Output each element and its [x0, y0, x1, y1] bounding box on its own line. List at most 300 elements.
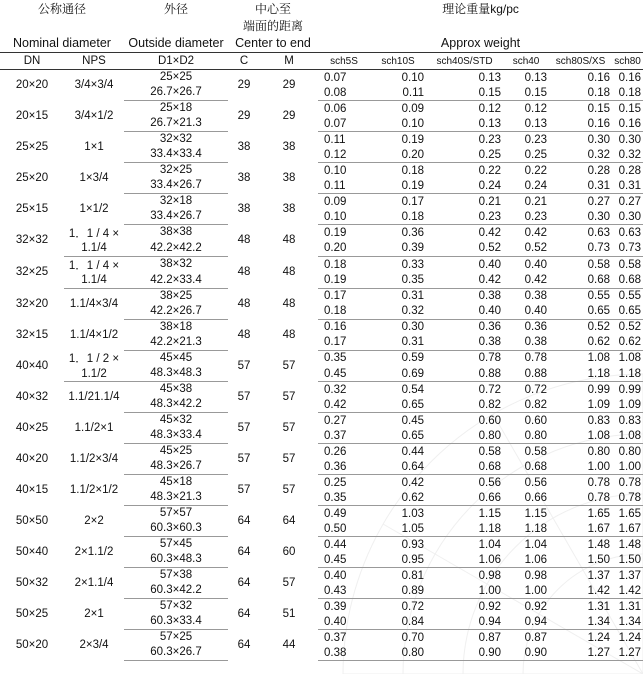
weight-cell: 0.98 [524, 569, 548, 582]
weight-cell: 0.42 [318, 397, 370, 413]
weight-cell: 0.37 [318, 428, 370, 444]
nps-cell: 1.1/21.1/4 [68, 391, 120, 404]
od-cell: 60.3×42.2 [124, 583, 228, 599]
weight-cell: 0.68 [503, 459, 549, 475]
weight-cell: 0.28 [587, 164, 611, 177]
weight-cell: 0.81 [401, 569, 425, 582]
weight-cell: 1.18 [426, 521, 503, 537]
weight-cell: 0.25 [503, 147, 549, 163]
weight-cell: 0.23 [524, 133, 548, 146]
dn-cell: 32×15 [15, 328, 49, 341]
table-row [0, 630, 643, 646]
nps-cell: 1.1/2×1/2 [69, 484, 119, 496]
table-row [0, 101, 643, 117]
weight-cell: 0.56 [478, 476, 502, 489]
weight-cell: 0.68 [612, 273, 643, 289]
weight-cell: 1.08 [612, 428, 643, 444]
weight-cell: 0.15 [503, 85, 549, 101]
weight-cell: 0.89 [370, 583, 426, 599]
outside-diameter-en: Outside diameter [128, 36, 224, 50]
weight-cell: 0.66 [426, 490, 503, 506]
col-dn: DN [0, 53, 64, 70]
weight-cell: 0.37 [324, 631, 347, 644]
od-cell: 48.3×42.2 [124, 397, 228, 413]
weight-cell: 0.16 [324, 321, 347, 333]
weight-cell: 0.35 [370, 273, 426, 289]
weight-cell: 0.93 [401, 538, 425, 551]
od-cell: 45×18 [159, 476, 193, 488]
dn-cell: 50×50 [15, 515, 49, 527]
weight-cell: 0.62 [612, 335, 643, 351]
c-cell: 57 [237, 453, 251, 465]
weight-cell: 0.58 [524, 445, 548, 458]
weight-cell: 0.44 [324, 538, 347, 551]
m-cell: 57 [282, 391, 296, 403]
nps-cell: 2×3/4 [79, 639, 109, 651]
weight-cell: 1.37 [587, 569, 611, 582]
weight-cell: 0.36 [318, 459, 370, 475]
table-row [0, 194, 643, 210]
weight-cell: 0.18 [612, 85, 643, 101]
weight-cell: 0.73 [612, 241, 643, 257]
nps-cell: 1.1/2×1 [74, 422, 114, 434]
weight-cell: 0.52 [426, 241, 503, 257]
weight-cell: 0.68 [426, 459, 503, 475]
col-sch5s: sch5S [318, 53, 370, 70]
weight-cell: 0.31 [370, 335, 426, 351]
weight-cell: 0.30 [401, 321, 425, 333]
weight-cell: 0.80 [587, 445, 611, 458]
c-cell: 29 [237, 79, 251, 92]
weight-cell: 1.31 [587, 600, 611, 613]
weight-cell: 1.42 [549, 583, 612, 599]
weight-cell: 0.49 [324, 507, 347, 520]
weight-cell: 0.69 [370, 366, 426, 382]
col-sch80: sch80 [612, 53, 643, 70]
weight-cell: 0.38 [426, 335, 503, 351]
weight-cell: 0.92 [478, 600, 502, 613]
od-cell: 57×57 [159, 507, 193, 519]
weight-cell: 0.19 [370, 178, 426, 194]
weight-cell: 0.55 [618, 290, 642, 302]
weight-cell: 0.38 [318, 645, 370, 661]
weight-cell: 1.31 [618, 600, 642, 613]
table-row [0, 599, 643, 615]
weight-cell: 0.40 [503, 304, 549, 320]
table-row [0, 225, 643, 241]
nps-cell: 1×1/2 [79, 203, 109, 215]
table-row [0, 413, 643, 429]
dn-cell: 32×25 [15, 266, 49, 278]
weight-cell: 0.27 [587, 195, 611, 208]
weight-cell: 0.13 [503, 116, 549, 132]
od-cell: 60.3×26.7 [124, 645, 228, 661]
dn-cell: 40×15 [15, 484, 49, 496]
weight-cell: 0.09 [324, 195, 347, 208]
weight-cell: 0.84 [370, 614, 426, 630]
c-cell: 38 [237, 203, 251, 215]
table-row [0, 273, 643, 289]
m-cell: 38 [282, 203, 296, 215]
weight-cell: 0.65 [612, 304, 643, 320]
weight-cell: 0.30 [549, 209, 612, 225]
weight-cell: 1.08 [618, 352, 642, 365]
weight-cell: 1.42 [612, 583, 643, 599]
weight-cell: 0.54 [401, 383, 425, 396]
od-cell: 45×25 [159, 445, 193, 457]
weight-cell: 1.06 [426, 552, 503, 568]
od-cell: 60.3×60.3 [124, 521, 228, 537]
od-cell: 42.2×33.4 [124, 273, 228, 289]
weight-cell: 0.95 [370, 552, 426, 568]
weight-cell: 0.07 [318, 116, 370, 132]
nps-cell: 3/4×1/2 [74, 110, 114, 122]
center-to-end-cn-2: 端面的距离 [243, 19, 304, 33]
c-cell: 57 [237, 359, 251, 372]
weight-cell: 0.13 [524, 71, 548, 84]
weight-cell: 0.18 [370, 209, 426, 225]
table-row [0, 319, 643, 335]
od-cell: 33.4×26.7 [124, 178, 228, 194]
weight-cell: 1.05 [370, 521, 426, 537]
weight-cell: 1.48 [618, 538, 642, 551]
weight-cell: 0.90 [426, 645, 503, 661]
od-cell: 42.2×26.7 [124, 304, 228, 320]
weight-cell: 0.92 [524, 600, 548, 613]
nps-cell: 1．1 / 4 × [68, 227, 120, 240]
weight-cell: 0.15 [426, 85, 503, 101]
dn-cell: 40×32 [15, 391, 49, 403]
weight-cell: 0.32 [612, 147, 643, 163]
weight-cell: 0.19 [324, 226, 347, 239]
weight-cell: 1.27 [612, 645, 643, 661]
weight-cell: 0.78 [524, 352, 548, 365]
col-d1d2: D1×D2 [124, 53, 228, 70]
weight-cell: 0.31 [401, 290, 425, 302]
od-cell: 25×25 [159, 71, 193, 83]
weight-cell: 1.08 [587, 352, 611, 365]
weight-cell: 1.00 [612, 459, 643, 475]
col-sch40: sch40 [503, 53, 549, 70]
weight-cell: 0.70 [401, 631, 425, 644]
m-cell: 48 [282, 266, 296, 278]
od-cell: 33.4×33.4 [124, 147, 228, 163]
table-body [0, 70, 643, 661]
nominal-diameter-en: Nominal diameter [13, 36, 111, 50]
weight-cell: 0.90 [503, 645, 549, 661]
table-row [0, 163, 643, 179]
weight-cell: 0.73 [549, 241, 612, 257]
weight-cell: 0.59 [401, 352, 425, 365]
weight-cell: 0.18 [318, 304, 370, 320]
dn-cell: 25×20 [15, 172, 49, 184]
od-cell: 32×18 [159, 195, 193, 207]
weight-cell: 0.94 [426, 614, 503, 630]
nps-cell: 1．1 / 2 × [68, 353, 120, 365]
m-cell: 57 [282, 422, 296, 434]
weight-cell: 0.17 [318, 335, 370, 351]
weight-cell: 1.34 [549, 614, 612, 630]
col-m: M [260, 53, 318, 70]
weight-cell: 0.45 [401, 414, 425, 427]
weight-cell: 0.42 [401, 476, 425, 489]
m-cell: 57 [282, 577, 296, 589]
nps-cell: 2×2 [84, 515, 104, 527]
m-cell: 48 [282, 328, 296, 341]
od-cell: 57×45 [159, 538, 193, 550]
weight-cell: 0.60 [478, 414, 502, 427]
weight-cell: 0.27 [618, 195, 642, 208]
nps-cell: 1.1/4×1/2 [69, 328, 119, 341]
weight-cell: 0.07 [324, 71, 347, 84]
weight-cell: 0.82 [426, 397, 503, 413]
nps-cell: 1.1/2 [64, 366, 124, 382]
weight-cell: 0.16 [612, 116, 643, 132]
weight-cell: 1.34 [612, 614, 643, 630]
weight-cell: 0.78 [612, 490, 643, 506]
c-cell: 57 [237, 484, 251, 496]
weight-cell: 0.23 [478, 133, 502, 146]
od-cell: 48.3×21.3 [124, 490, 228, 506]
od-cell: 26.7×26.7 [124, 85, 228, 101]
m-cell: 48 [282, 234, 296, 247]
weight-cell: 0.24 [426, 178, 503, 194]
m-cell: 60 [282, 546, 296, 558]
od-cell: 60.3×33.4 [124, 614, 228, 630]
weight-cell: 0.30 [587, 133, 611, 146]
weight-cell: 0.42 [478, 226, 502, 239]
m-cell: 29 [282, 79, 296, 92]
od-cell: 48.3×33.4 [124, 428, 228, 444]
nps-cell: 1×3/4 [79, 172, 109, 184]
weight-cell: 1.65 [618, 507, 642, 520]
table-row [0, 350, 643, 366]
weight-cell: 0.30 [618, 133, 642, 146]
m-cell: 38 [282, 141, 296, 153]
weight-cell: 0.78 [587, 476, 611, 489]
m-cell: 51 [282, 608, 296, 620]
weight-cell: 1.67 [612, 521, 643, 537]
center-to-end-cn-1: 中心至 [255, 2, 292, 16]
weight-cell: 0.18 [324, 258, 347, 271]
weight-cell: 0.13 [478, 71, 502, 84]
m-cell: 48 [282, 297, 296, 310]
weight-cell: 0.11 [370, 85, 426, 101]
weight-cell: 0.39 [324, 600, 347, 613]
weight-cell: 1.00 [549, 459, 612, 475]
weight-cell: 0.45 [318, 552, 370, 568]
weight-cell: 0.16 [618, 71, 642, 84]
weight-cell: 0.99 [618, 383, 642, 396]
weight-cell: 0.20 [318, 241, 370, 257]
center-to-end-en: Center to end [235, 36, 311, 50]
weight-cell: 0.94 [503, 614, 549, 630]
col-sch10s: sch10S [370, 53, 426, 70]
dn-cell: 20×20 [15, 79, 49, 92]
weight-en: Approx weight [440, 36, 521, 50]
weight-cell: 0.36 [401, 226, 425, 239]
od-cell: 32×25 [159, 164, 193, 176]
c-cell: 38 [237, 172, 251, 184]
weight-cell: 0.65 [370, 397, 426, 413]
od-cell: 32×32 [159, 133, 193, 145]
weight-cell: 0.40 [324, 569, 347, 582]
m-cell: 57 [282, 453, 296, 465]
weight-cell: 0.60 [524, 414, 548, 427]
od-cell: 42.2×42.2 [124, 241, 228, 257]
od-cell: 48.3×48.3 [124, 366, 228, 382]
nps-cell: 1．1 / 4 × [68, 259, 120, 272]
weight-cell: 0.72 [478, 383, 502, 396]
weight-cell: 1.00 [426, 583, 503, 599]
weight-cell: 1.18 [549, 366, 612, 382]
weight-cell: 0.40 [426, 304, 503, 320]
weight-cell: 1.24 [618, 631, 642, 644]
table-row [0, 366, 643, 382]
weight-cell: 0.22 [524, 164, 548, 177]
weight-cell: 0.10 [370, 116, 426, 132]
weight-cell: 0.62 [370, 490, 426, 506]
c-cell: 64 [237, 608, 251, 620]
weight-cell: 0.33 [401, 258, 425, 271]
weight-cell: 1.48 [587, 538, 611, 551]
weight-cell: 0.58 [478, 445, 502, 458]
weight-cell: 0.21 [478, 195, 502, 208]
weight-cell: 0.62 [549, 335, 612, 351]
weight-cell: 1.65 [587, 507, 611, 520]
weight-cell: 0.43 [318, 583, 370, 599]
weight-cell: 0.63 [587, 226, 611, 239]
dn-cell: 50×32 [15, 577, 49, 589]
weight-cell: 0.98 [478, 569, 502, 582]
weight-cell: 0.39 [370, 241, 426, 257]
weight-cell: 0.27 [324, 414, 347, 427]
weight-cell: 0.52 [618, 321, 642, 333]
dn-cell: 40×40 [15, 359, 49, 372]
od-cell: 57×38 [159, 569, 193, 581]
dn-cell: 20×15 [15, 110, 49, 122]
table-row [0, 256, 643, 273]
weight-cell: 0.38 [503, 335, 549, 351]
weight-cell: 0.36 [478, 321, 502, 333]
weight-cell: 0.19 [401, 133, 425, 146]
weight-cell: 0.23 [503, 209, 549, 225]
od-cell: 45×38 [159, 383, 193, 395]
weight-cell: 0.26 [324, 445, 347, 458]
weight-cell: 0.32 [549, 147, 612, 163]
nps-cell: 1×1 [84, 141, 104, 153]
weight-cell: 0.63 [618, 226, 642, 239]
weight-cell: 0.83 [587, 414, 611, 427]
weight-cell: 0.08 [318, 85, 370, 101]
weight-cell: 0.18 [401, 164, 425, 177]
col-sch80s: sch80S/XS [549, 53, 612, 70]
weight-cell: 0.80 [618, 445, 642, 458]
weight-cell: 1.50 [612, 552, 643, 568]
weight-cell: 0.22 [478, 164, 502, 177]
col-sch40s: sch40S/STD [426, 53, 503, 70]
nps-cell: 2×1.1/2 [74, 546, 114, 558]
weight-cell: 1.50 [549, 552, 612, 568]
nps-cell: 1.1/4×3/4 [69, 297, 119, 310]
table-row [0, 444, 643, 460]
weight-cell: 0.64 [370, 459, 426, 475]
c-cell: 29 [237, 110, 251, 122]
weight-cell: 0.58 [618, 258, 642, 271]
nps-cell: 3/4×3/4 [74, 79, 114, 92]
c-cell: 48 [237, 297, 251, 310]
m-cell: 64 [282, 515, 296, 527]
weight-cell: 0.78 [549, 490, 612, 506]
weight-cell: 0.19 [318, 273, 370, 289]
weight-cell: 1.27 [549, 645, 612, 661]
nps-cell: 1.1/2×3/4 [69, 453, 119, 465]
col-nps: NPS [64, 53, 124, 70]
table-row [0, 288, 643, 304]
od-cell: 33.4×26.7 [124, 209, 228, 225]
weight-cell: 0.36 [524, 321, 548, 333]
weight-cell: 1.15 [524, 507, 548, 520]
weight-cell: 0.78 [618, 476, 642, 489]
m-cell: 44 [282, 639, 296, 651]
weight-cell: 0.52 [503, 241, 549, 257]
c-cell: 64 [237, 639, 251, 651]
m-cell: 38 [282, 172, 296, 184]
weight-cell: 0.82 [503, 397, 549, 413]
weight-cell: 0.87 [478, 631, 502, 644]
weight-cell: 1.04 [478, 538, 502, 551]
weight-cell: 1.08 [549, 428, 612, 444]
c-cell: 57 [237, 422, 251, 434]
weight-cell: 0.30 [612, 209, 643, 225]
weight-cell: 0.25 [426, 147, 503, 163]
weight-cell: 0.31 [612, 178, 643, 194]
dn-cell: 50×25 [15, 608, 49, 620]
weight-cell: 0.12 [318, 147, 370, 163]
nps-cell: 1.1/4 [64, 273, 124, 289]
weight-cell: 0.78 [478, 352, 502, 365]
nps-cell: 1.1/4 [64, 241, 124, 257]
c-cell: 48 [237, 266, 251, 278]
weight-cell: 1.37 [618, 569, 642, 582]
dn-cell: 25×15 [15, 203, 49, 215]
weight-cell: 0.17 [401, 195, 425, 208]
weight-cell: 0.17 [324, 290, 347, 302]
table-row [0, 132, 643, 148]
weight-cell: 0.42 [503, 273, 549, 289]
weight-cell: 0.65 [370, 428, 426, 444]
weight-cell: 0.10 [324, 164, 347, 177]
weight-cell: 0.10 [401, 71, 425, 84]
weight-cell: 0.40 [318, 614, 370, 630]
weight-cell: 0.42 [524, 226, 548, 239]
weight-cell: 0.16 [587, 71, 611, 84]
m-cell: 57 [282, 359, 296, 372]
dn-cell: 25×25 [15, 141, 49, 153]
weight-cell: 0.11 [324, 133, 346, 146]
weight-cell: 0.32 [324, 383, 347, 396]
weight-cell: 0.40 [524, 258, 548, 271]
c-cell: 64 [237, 515, 251, 527]
weight-cell: 1.67 [549, 521, 612, 537]
weight-cell: 0.99 [587, 383, 611, 396]
c-cell: 64 [237, 577, 251, 589]
table-row [0, 70, 643, 86]
od-cell: 38×32 [159, 258, 193, 270]
dn-cell: 50×40 [15, 546, 49, 558]
nps-cell: 2×1.1/4 [74, 577, 114, 589]
od-cell: 26.7×21.3 [124, 116, 228, 132]
